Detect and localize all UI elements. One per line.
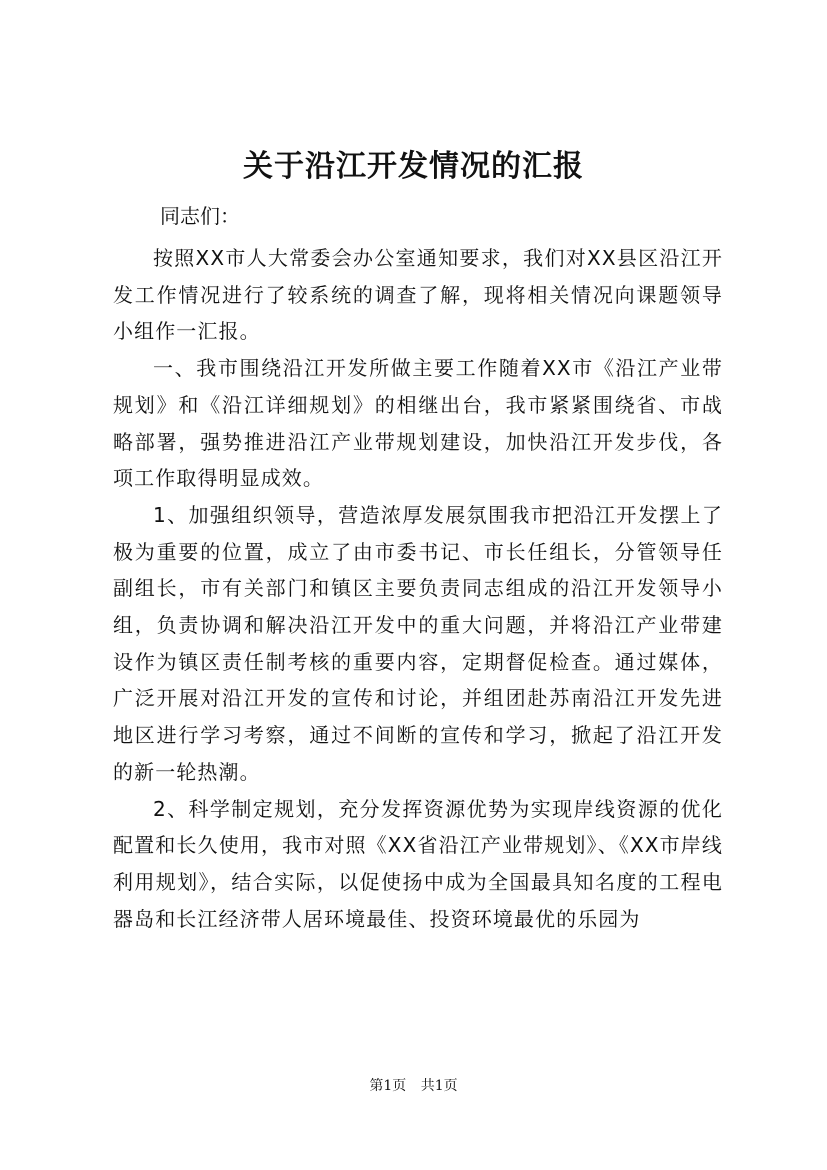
paragraph-item-one: 1、加强组织领导，营造浓厚发展氛围我市把沿江开发摆上了极为重要的位置，成立了由市委书记、市长任组长，分管领导任副组长，市有关部门和镇区主要负责同志组成的沿江开发领导小组，负责协调和解决沿江开发中的重大问题，并将沿江产业带建设作为镇区责任制考核的重要内容，定期督促检查。通过媒体，广泛开展对沿江开发的宣传和讨论，并组团赴苏南沿江开发先进地区进行学习考察，通过不间断的宣传和学习，掀起了沿江开发的新一轮热潮。: [113, 502, 723, 784]
page-total: 共1页: [420, 1078, 458, 1094]
document-body: [113, 240, 723, 937]
document-title: 关于沿江开发情况的汇报: [243, 149, 584, 184]
paragraph-section-one: 一、我市围绕沿江开发所做主要工作随着XX市《沿江产业带规划》和《沿江详细规划》的相继出台，我市紧紧围绕省、市战略部署，强势推进沿江产业带规划建设，加快沿江开发步伐，各项工作取得明显成效。: [113, 356, 723, 491]
page-footer: [0, 1076, 827, 1096]
page-number: 第1页: [369, 1078, 407, 1094]
greeting-text: 同志们：: [160, 204, 240, 228]
paragraph-item-two: 2、科学制定规划，充分发挥资源优势为实现岸线资源的优化配置和长久使用，我市对照《XX省沿江产业带规划》、《XX市岸线利用规划》，结合实际，以促使扬中成为全国最具知名度的工程电器岛和长江经济带人居环境最佳、投资环境最优的乐园为: [113, 796, 723, 931]
paragraph-intro: 按照XX市人大常委会办公室通知要求，我们对XX县区沿江开发工作情况进行了较系统的调查了解，现将相关情况向课题领导小组作一汇报。: [113, 246, 723, 344]
